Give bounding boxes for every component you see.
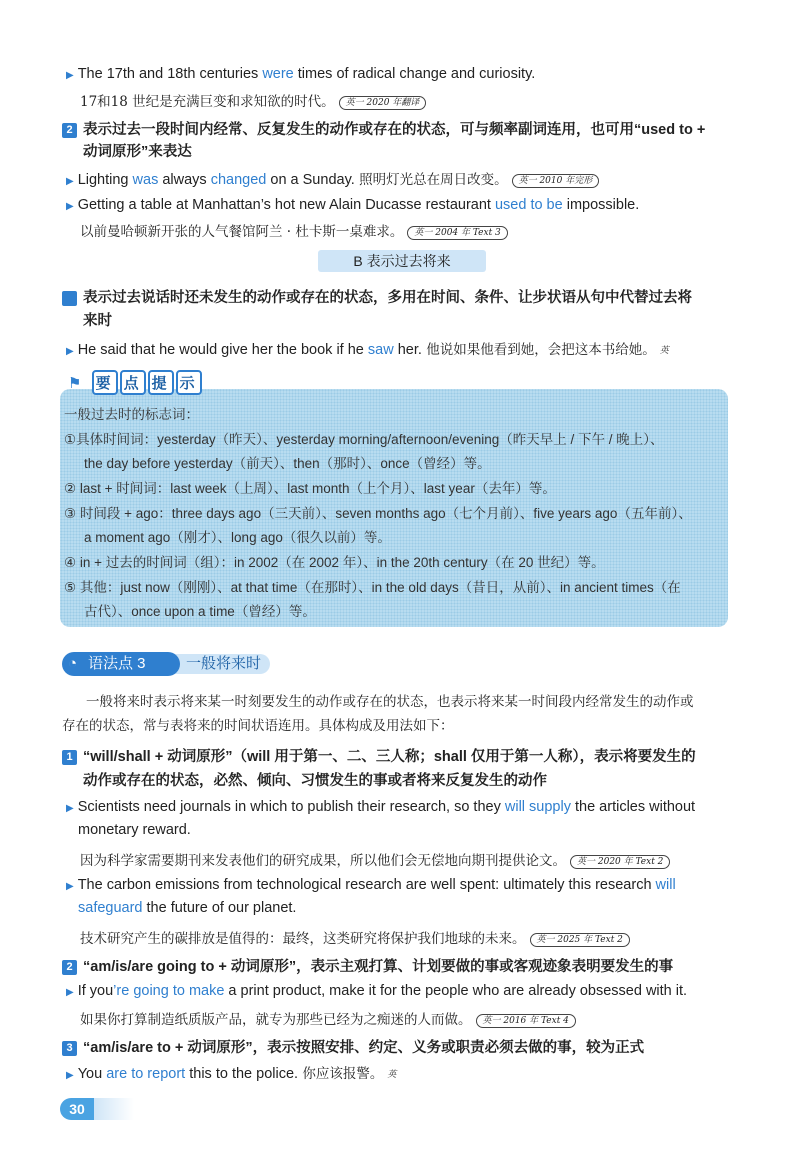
rule-2: 2 表示过去一段时间内经常、反复发生的动作或存在的状态，可与频率副词连用，也可用“used to +	[62, 118, 705, 139]
bullet-arrow-icon: ▶	[66, 346, 74, 357]
tips-item: ⑤ 其他：just now（刚刚）、at that time（在那时）、in the old days（昔日，从前）、in ancient times（在	[64, 580, 681, 595]
tips-title: ⚑ 要 点 提 示	[68, 370, 204, 394]
bullet-arrow-icon: ▶	[66, 987, 74, 998]
example-line: ▶ Lighting was always changed on a Sunday. 照明灯光总在周日改变。 英一 2010 年完形	[66, 168, 599, 188]
source-tag: 英	[659, 346, 669, 356]
bullet-arrow-icon: ▶	[66, 176, 74, 187]
example-line-cont: safeguard the future of our planet.	[78, 900, 297, 916]
example-line: ▶ Scientists need journals in which to publish their research, so they will supply the articles without	[66, 799, 696, 815]
search-icon: ◔	[68, 655, 78, 672]
tips-item-cont: the day before yesterday（前天）、then（那时）、once（曾经）等。	[84, 456, 491, 471]
rule-2-cont: 动词原形”来表达	[83, 144, 192, 160]
page-number-tail	[94, 1098, 134, 1120]
flag-icon: ⚑	[68, 375, 85, 392]
tips-item: ④ in + 过去的时间词（组）：in 2002（在 2002 年）、in the 20th century（在 20 世纪）等。	[64, 555, 605, 570]
tips-item-cont: a moment ago（刚才）、long ago（很久以前）等。	[84, 530, 391, 545]
source-tag: 英	[387, 1070, 397, 1080]
rule-number: 2	[62, 123, 77, 138]
page-number: 30	[60, 1098, 94, 1120]
rule-number: 1	[62, 750, 77, 765]
rule-3: 3 “am/is/are to + 动词原形”，表示按照安排、约定、义务或职责必须去做的事，较为正式	[62, 1036, 644, 1057]
translation-line: 技术研究产生的碳排放是值得的：最终，这类研究将保护我们地球的未来。 英一 2025 年 Text 2	[80, 927, 630, 947]
translation-line: 如果你打算制造纸质版产品，就专为那些已经为之痴迷的人而做。 英一 2016 年 Text 4	[80, 1008, 576, 1028]
grammar-point-badge	[62, 652, 272, 676]
tips-item: ①具体时间词：yesterday（昨天）、yesterday morning/afternoon/evening（昨天早上 / 下午 / 晚上）、	[64, 432, 664, 447]
rule-b-cont: 来时	[83, 313, 112, 329]
tips-intro: 一般过去时的标志词：	[64, 407, 199, 423]
intro-paragraph-cont: 存在的状态，常与表将来的时间状语连用。具体构成及用法如下：	[62, 718, 454, 734]
example-line: ▶ He said that he would give her the book if he saw her. 他说如果他看到她，会把这本书给她。 英	[66, 342, 669, 358]
grammar-point-label: ◔ 语法点 3	[62, 652, 180, 676]
intro-paragraph: 一般将来时表示将来某一时刻要发生的动作或存在的状态，也表示将来某一时间段内经常发生的动作或	[86, 694, 694, 710]
tips-item-cont: 古代）、once upon a time（曾经）等。	[84, 604, 316, 619]
rule-marker	[62, 291, 77, 306]
rule-number: 2	[62, 960, 77, 975]
bullet-arrow-icon: ▶	[66, 881, 74, 892]
example-line: ▶ Getting a table at Manhattan’s hot new Alain Ducasse restaurant used to be impossible.	[66, 197, 640, 213]
source-tag: 英一 2020 年 Text 2	[570, 855, 670, 869]
example-line: ▶ The carbon emissions from technological research are well spent: ultimately this research will	[66, 877, 676, 893]
source-tag: 英一 2016 年 Text 4	[476, 1014, 576, 1028]
source-tag: 英一 2020 年翻译	[339, 96, 427, 110]
example-line-cont: monetary reward.	[78, 822, 191, 838]
source-tag: 英一 2025 年 Text 2	[530, 933, 630, 947]
section-header-b: B 表示过去将来	[318, 250, 486, 272]
example-line: ▶ The 17th and 18th centuries were times of radical change and curiosity.	[66, 66, 536, 82]
source-tag: 英一 2004 年 Text 3	[407, 226, 507, 240]
translation-line: 以前曼哈顿新开张的人气餐馆阿兰 · 杜卡斯一桌难求。 英一 2004 年 Text 3	[80, 220, 508, 240]
rule-number: 3	[62, 1041, 77, 1056]
rule-b: 表示过去说话时还未发生的动作或存在的状态，多用在时间、条件、让步状语从句中代替过去将	[62, 286, 692, 307]
bullet-arrow-icon: ▶	[66, 201, 74, 212]
rule-1: 1 “will/shall + 动词原形”（will 用于第一、二、三人称；shall 仅用于第一人称），表示将要发生的	[62, 745, 696, 766]
example-line: ▶ If you’re going to make a print product, make it for the people who are already obsessed with it.	[66, 983, 688, 999]
grammar-point-title: 一般将来时	[170, 654, 270, 674]
translation-line: 因为科学家需要期刊来发表他们的研究成果，所以他们会无偿地向期刊提供论文。 英一 2020 年 Text 2	[80, 849, 670, 869]
tips-item: ② last + 时间词：last week（上周）、last month（上个月）、last year（去年）等。	[64, 481, 556, 496]
example-line: ▶ You are to report this to the police. 你应该报警。 英	[66, 1066, 397, 1082]
tips-item: ③ 时间段 + ago：three days ago（三天前）、seven months ago（七个月前）、five years ago（五年前）、	[64, 506, 692, 521]
rule-1-cont: 动作或存在的状态，必然、倾向、习惯发生的事或者将来反复发生的动作	[83, 773, 547, 789]
bullet-arrow-icon: ▶	[66, 1070, 74, 1081]
rule-2: 2 “am/is/are going to + 动词原形”，表示主观打算、计划要做的事或客观迹象表明要发生的事	[62, 955, 673, 976]
bullet-arrow-icon: ▶	[66, 70, 74, 81]
translation-line: 17和18 世纪是充满巨变和求知欲的时代。 英一 2020 年翻译	[80, 90, 426, 110]
bullet-arrow-icon: ▶	[66, 803, 74, 814]
source-tag: 英一 2010 年完形	[512, 174, 600, 188]
